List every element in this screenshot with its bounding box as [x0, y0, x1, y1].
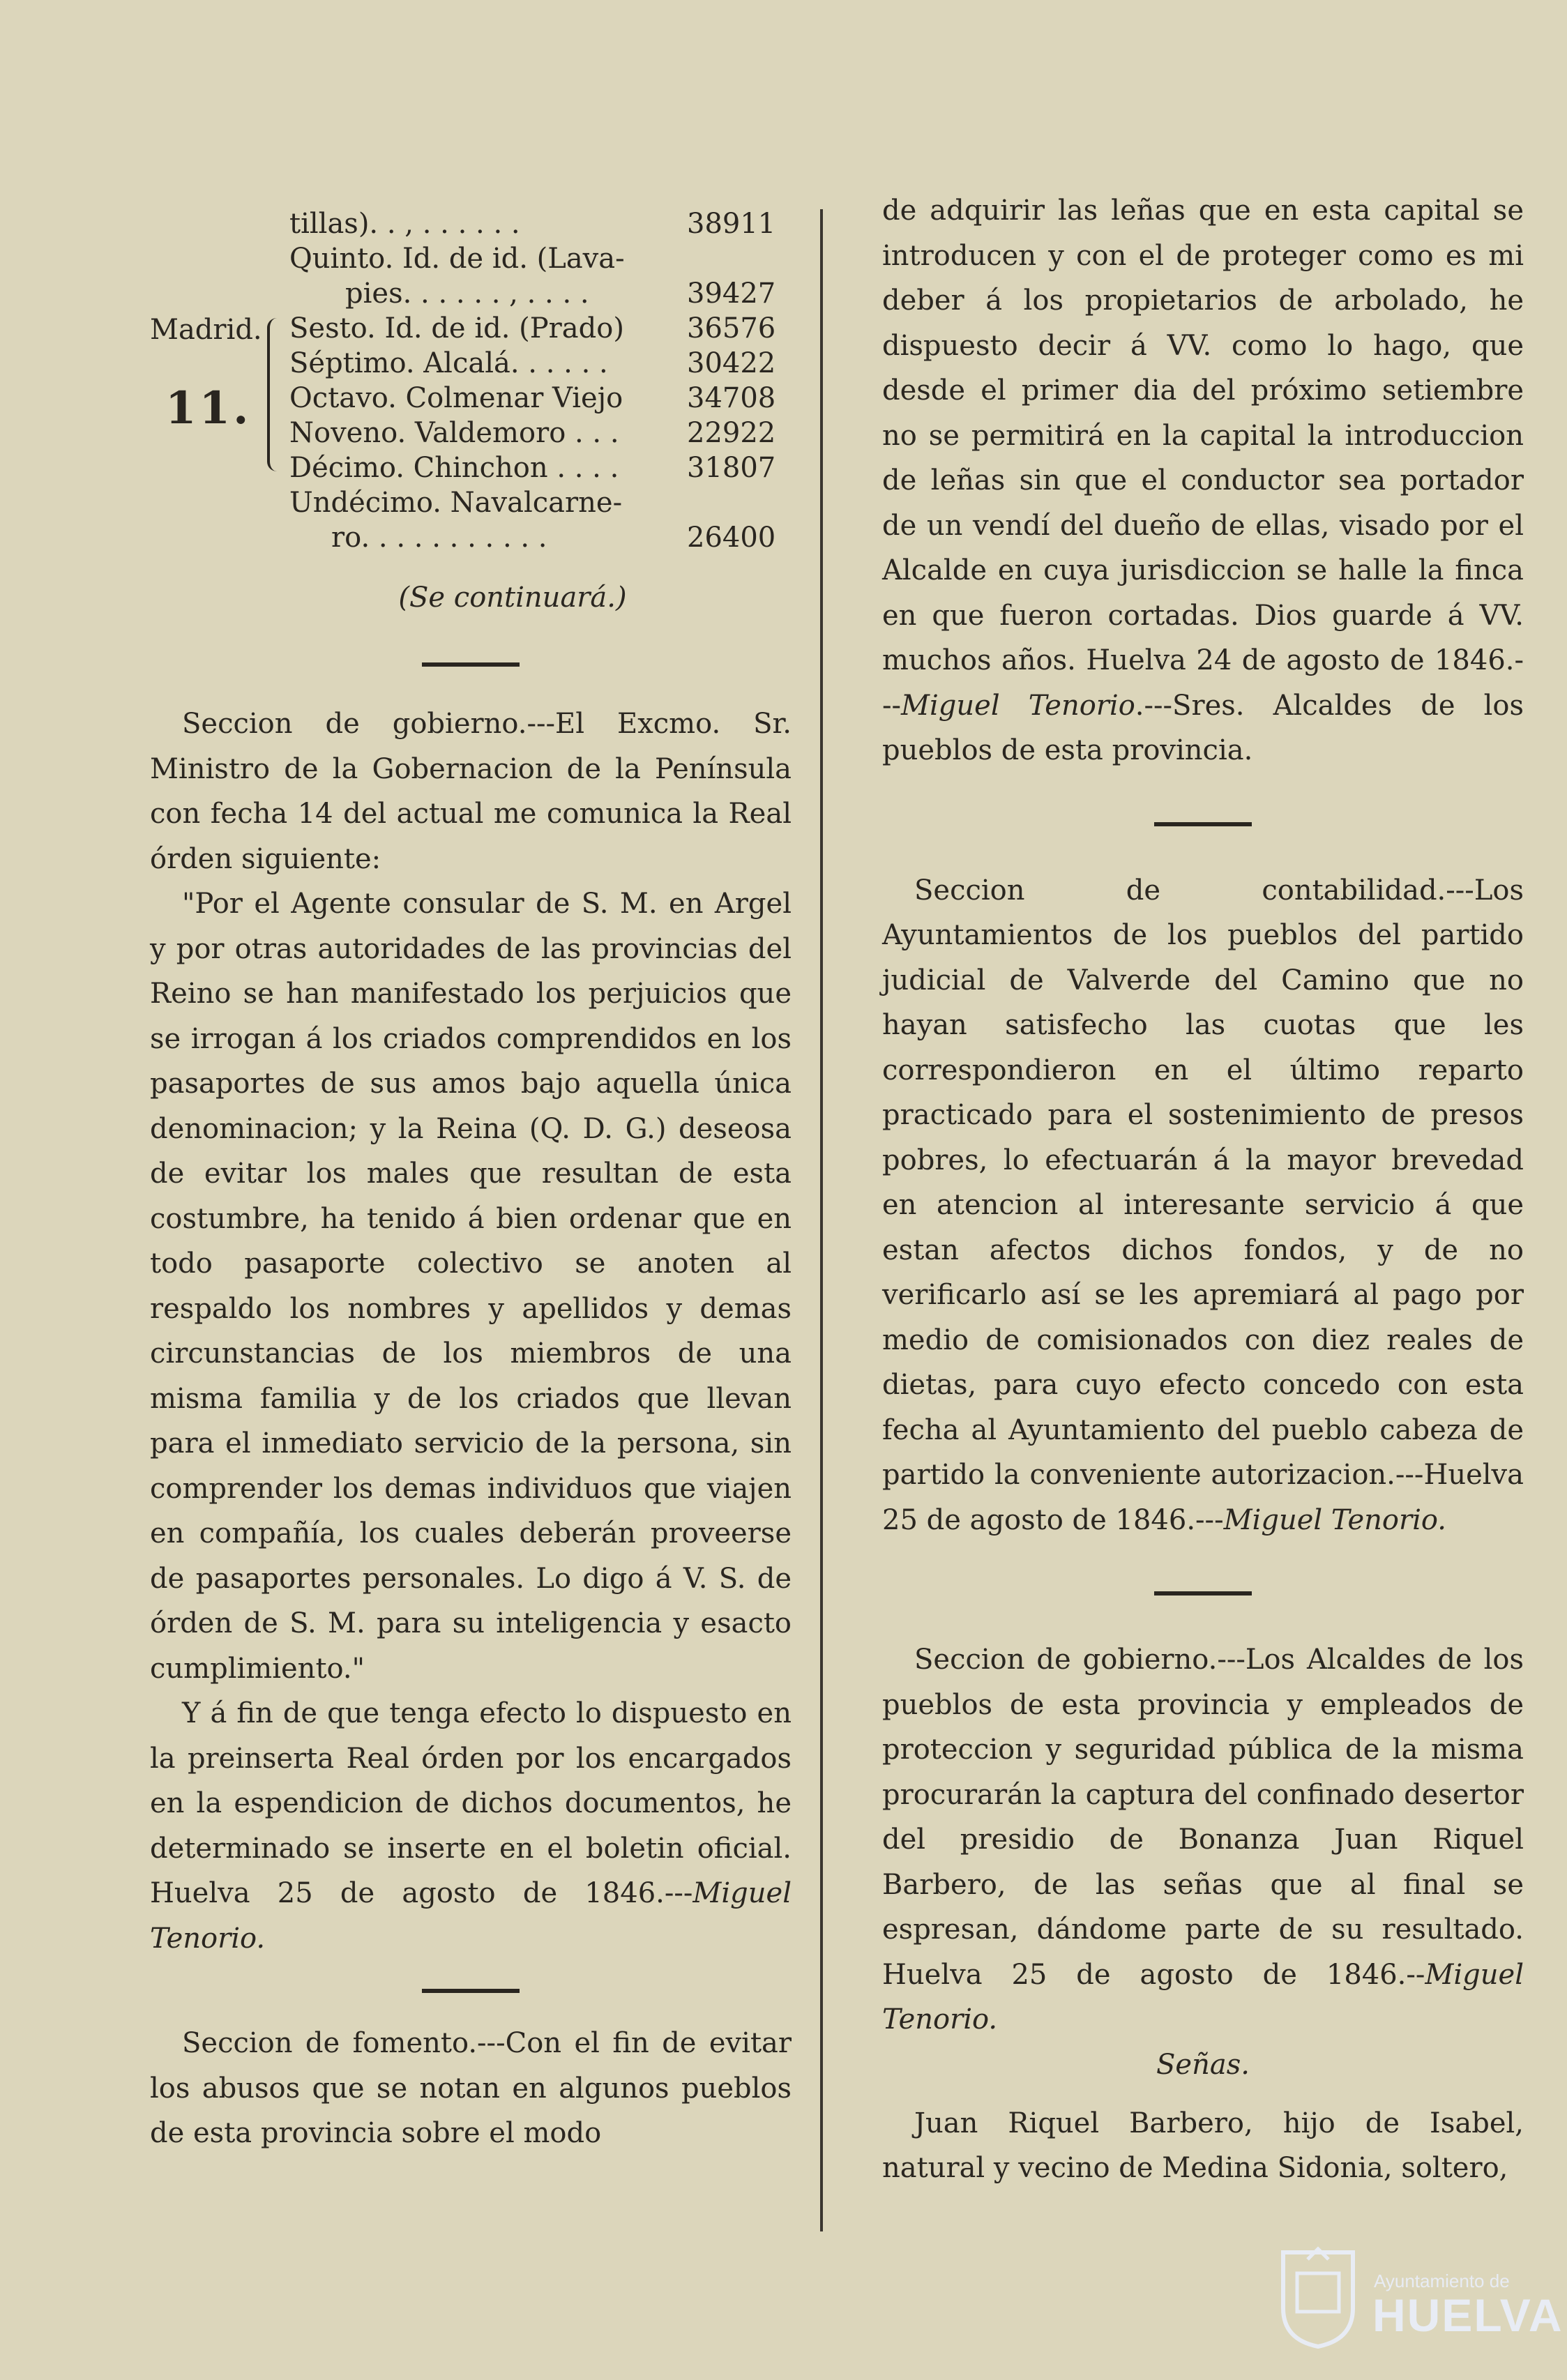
fomento-paragraph: Seccion de fomento.---Con el fin de evitar los abusos que se notan en algunos pueblos de esta provincia sobre el modo: [150, 2027, 792, 2149]
gobierno2-text: Seccion de gobierno.---Los Alcaldes de los pueblos de esta provincia y empleados de proteccion y seguridad pública de la misma procurarán la captura del confinado desertor del presidio de Bonanza Juan Riquel Barbero, de las señas que al final se espresan, dándome parte de su resultado. Huelva 25 de agosto de 1846.--: [882, 1644, 1524, 1991]
right-column: [882, 188, 1524, 2191]
row-value: 34708: [687, 382, 776, 414]
gobierno2-paragraph: [882, 1637, 1524, 2042]
table-row: [289, 206, 792, 241]
signature: Miguel Tenorio: [901, 689, 1135, 722]
table-row: [289, 311, 792, 346]
row-value: 30422: [687, 347, 776, 379]
row-value: 26400: [687, 522, 776, 554]
row-label: ro. . . . . . . . . . .: [331, 522, 547, 554]
fomento-continuation-tail: .---Sres. Alcaldes de los pueblos de esta provincia.: [882, 689, 1524, 766]
fomento-continuation-text: de adquirir las leñas que en esta capital se introducen y con el de proteger como es mi deber á los propietarios de arbolado, he dispuesto decir á VV. como lo hago, que desde el primer dia del próximo setiembre no se permitirá en la capital la introduccion de leñas sin que el conductor sea portador de un vendí del dueño de ellas, visado por el Alcalde en cuya jurisdiccion se halle la finca en que fueron cortadas. Dios guarde á VV. muchos años. Huelva 24 de agosto de 1846.---: [882, 195, 1524, 722]
senas-title: Señas.: [1156, 2048, 1250, 2081]
population-table: [150, 188, 792, 554]
gobierno-paragraph-2: "Por el Agente consular de S. M. en Argel y por otras autoridades de las provincias del Reino se han manifestado los perjuicios que se irrogan á los criados comprendidos en los pasaportes de sus amos bajo aquella única denominacion; y la Reina (Q. D. G.) deseosa de evitar los males que resultan de esta costumbre, ha tenido á bien ordenar que en todo pasaporte colectivo se anoten al respaldo los nombres y apellidos y demas circunstancias de los miembros de una misma familia y de los criados que llevan para el inmediato servicio de la persona, sin comprender los demas individuos que viajen en compañía, los cuales deberán proveerse de pasaportes personales. Lo digo á V. S. de órden de S. M. para su inteligencia y esacto cumplimiento.": [150, 888, 792, 1685]
row-label: Décimo. Chinchon . . . .: [289, 452, 619, 484]
table-number: 11.: [165, 382, 252, 434]
table-row: [289, 450, 792, 485]
row-label: Séptimo. Alcalá. . . . . .: [289, 347, 608, 379]
gobierno-paragraph-3: [150, 1691, 792, 1961]
gobierno-paragraph-3-text: Y á fin de que tenga efecto lo dispuesto en la preinserta Real órden por los encargados en la espendicion de dichos documentos, he determinado se inserte en el boletin oficial. Huelva 25 de agosto de 1846.---: [150, 1697, 792, 1909]
left-column: [150, 188, 792, 2156]
row-label: tillas). . , . . . . . .: [289, 208, 520, 240]
contabilidad-text: Seccion de contabilidad.---Los Ayuntamientos de los pueblos del partido judicial de Valverde del Camino que no hayan satisfecho las cuotas que les correspondieron en el último reparto practicado para el sostenimiento de presos pobres, lo efectuarán á la mayor brevedad en atencion al interesante servicio á que estan afectos dichos fondos, y de no verificarlo así se les apremiará al pago por medio de comisionados con diez reales de dietas, para cuyo efecto concedo con esta fecha al Ayuntamiento del pueblo cabeza de partido la conveniente autorizacion.---Huelva 25 de agosto de 1846.---: [882, 874, 1524, 1536]
gobierno-paragraph-1: Seccion de gobierno.---El Excmo. Sr. Ministro de la Gobernacion de la Península con fecha 14 del actual me comunica la Real órden siguiente:: [150, 708, 792, 875]
fomento-continuation: [882, 188, 1524, 773]
row-label: Sesto. Id. de id. (Prado): [289, 312, 624, 344]
madrid-label: Madrid.: [150, 314, 262, 346]
row-label: Noveno. Valdemoro . . .: [289, 417, 619, 449]
table-row: [289, 485, 792, 520]
signature: Miguel Tenorio.: [1223, 1503, 1446, 1536]
contabilidad-paragraph: [882, 868, 1524, 1543]
signature: Miguel Tenorio.: [150, 1877, 792, 1955]
table-row: [289, 416, 792, 450]
huelva-logo: [1276, 2245, 1564, 2350]
row-label: Undécimo. Navalcarne-: [289, 487, 623, 519]
row-value: 31807: [687, 452, 776, 484]
row-label: Quinto. Id. de id. (Lava-: [289, 243, 625, 275]
logo-big-text: HUELVA: [1372, 2289, 1564, 2341]
table-row: [345, 276, 792, 311]
row-value: 39427: [687, 278, 776, 310]
logo-small-text: Ayuntamiento de: [1374, 2271, 1510, 2291]
brace: [267, 318, 282, 471]
continued-note: (Se continuará.): [398, 582, 627, 614]
table-row: [289, 381, 792, 416]
row-value: 22922: [687, 417, 776, 449]
row-label: pies. . . . . . , . . . .: [345, 278, 589, 310]
table-row: [289, 346, 792, 381]
signature: Miguel Tenorio.: [882, 1958, 1524, 2036]
row-value: 36576: [687, 312, 776, 344]
column-divider: [820, 209, 823, 2231]
row-value: 38911: [687, 208, 776, 240]
shield-icon: [1276, 2245, 1360, 2350]
table-row: [289, 241, 792, 276]
table-row: [331, 520, 792, 555]
senas-paragraph: Juan Riquel Barbero, hijo de Isabel, natural y vecino de Medina Sidonia, soltero,: [882, 2107, 1524, 2184]
row-label: Octavo. Colmenar Viejo: [289, 382, 623, 414]
